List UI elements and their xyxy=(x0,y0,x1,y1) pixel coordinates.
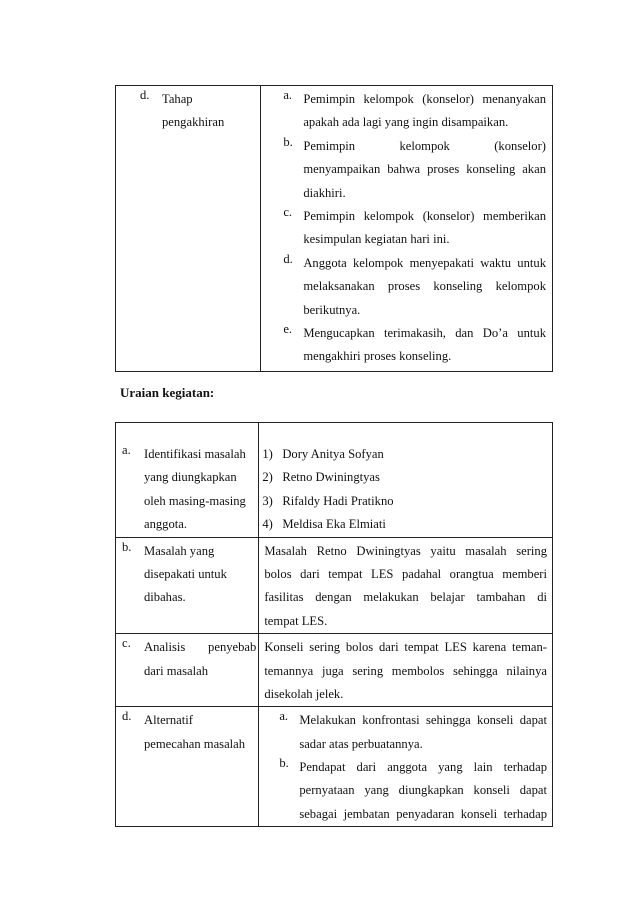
tahap-label-cell xyxy=(116,86,261,372)
item-marker: c. xyxy=(283,204,293,219)
item-line: apakah ada lagi yang ingin disampaikan. xyxy=(303,115,509,130)
item-line: Pendapat dari anggota yang lain terhadap xyxy=(299,760,547,775)
item-marker: e. xyxy=(283,321,293,336)
label-line: Analisis penyebab xyxy=(144,640,257,655)
item-line: pernyataan yang diungkapkan konseli dapat xyxy=(299,783,547,798)
table-row xyxy=(116,707,553,827)
text-line: bolos dari tempat LES padahal orangtua memberi xyxy=(264,566,547,581)
list-item xyxy=(283,252,546,322)
uraian-table xyxy=(115,422,553,827)
alternatif-items-cell xyxy=(259,707,553,827)
item-line: Pemimpin kelompok (konselor) memberikan xyxy=(303,208,546,223)
label-line: oleh masing-masing xyxy=(144,493,246,508)
text-line: tempat LES. xyxy=(264,613,328,628)
item-line: mengakhiri proses konseling. xyxy=(303,349,452,364)
row-marker: b. xyxy=(122,539,132,554)
item-line: sadar atas perbuatannya. xyxy=(299,736,423,751)
text-line: temannya juga sering membolos sehingga nilainya xyxy=(264,663,547,678)
label-line: Identifikasi masalah xyxy=(144,447,246,461)
item-marker: b. xyxy=(279,756,289,771)
item-marker: a. xyxy=(279,709,289,724)
label-line: dibahas. xyxy=(144,590,186,605)
tahap-title-line: Tahap xyxy=(162,92,193,106)
list-item xyxy=(283,135,546,205)
item-line: Mengucapkan terimakasih, dan Do’a untuk xyxy=(303,325,546,340)
member-number: 1) xyxy=(262,447,273,461)
item-line: kesimpulan kegiatan hari ini. xyxy=(303,232,450,247)
table-row xyxy=(116,86,553,372)
row-marker: d. xyxy=(122,709,132,724)
member-number: 2) xyxy=(262,470,273,485)
table-row xyxy=(116,537,553,634)
row-marker: a. xyxy=(122,443,131,457)
item-line: Melakukan konfrontasi sehingga konseli dapat xyxy=(299,713,547,728)
label-line: pemecahan masalah xyxy=(144,736,246,751)
member-number: 3) xyxy=(262,493,273,508)
member-number: 4) xyxy=(262,517,273,532)
text-line: Masalah Retno Dwiningtyas yaitu masalah sering xyxy=(264,543,547,558)
item-line: menyampaikan bahwa proses konseling akan xyxy=(303,162,546,177)
member-name: Dory Anitya Sofyan xyxy=(282,447,384,461)
tahap-title-line: pengakhiran xyxy=(162,115,225,130)
tahap-items-cell xyxy=(261,86,553,372)
item-line: sebagai jembatan penyadaran konseli terhadap xyxy=(299,806,547,821)
label-line: yang diungkapkan xyxy=(144,470,237,485)
member-name: Rifaldy Hadi Pratikno xyxy=(282,493,394,508)
members-cell xyxy=(259,423,553,538)
analisis-label-cell xyxy=(116,634,259,707)
label-line: dari masalah xyxy=(144,663,208,678)
member-name: Meldisa Eka Elmiati xyxy=(282,517,386,532)
member-item xyxy=(262,443,547,466)
section-heading: Uraian kegiatan: xyxy=(120,385,215,400)
text-line: disekolah jelek. xyxy=(264,686,344,701)
item-marker: b. xyxy=(283,134,293,149)
member-name: Retno Dwiningtyas xyxy=(282,470,380,485)
table-row xyxy=(116,634,553,707)
tahap-table xyxy=(115,85,553,372)
item-line xyxy=(303,135,546,158)
item-word: Pemimpin xyxy=(303,138,356,153)
masalah-text-cell xyxy=(259,537,553,634)
label-line: disepakati untuk xyxy=(144,566,227,581)
list-item xyxy=(279,709,547,756)
member-item xyxy=(262,490,547,513)
tahap-marker: d. xyxy=(140,88,150,102)
item-line: Pemimpin kelompok (konselor) menanyakan xyxy=(303,92,546,106)
masalah-label-cell xyxy=(116,537,259,634)
label-line: anggota. xyxy=(144,517,188,532)
item-marker: d. xyxy=(283,251,293,266)
member-item xyxy=(262,513,547,536)
table-row xyxy=(116,423,553,538)
list-item xyxy=(283,88,546,135)
item-line: diakhiri. xyxy=(303,185,346,200)
item-word: kelompok xyxy=(399,138,450,153)
text-line: fasilitas dengan melakukan belajar tambahan di xyxy=(264,590,547,605)
text-line: Konseli sering bolos dari tempat LES karena teman- xyxy=(264,640,547,655)
identifikasi-label-cell xyxy=(116,423,259,538)
member-item xyxy=(262,466,547,489)
item-line: Anggota kelompok menyepakati waktu untuk xyxy=(303,255,546,270)
item-line: berikutnya. xyxy=(303,302,361,317)
list-item xyxy=(283,322,546,369)
row-marker: c. xyxy=(122,636,131,651)
item-marker: a. xyxy=(283,88,293,102)
list-item xyxy=(283,205,546,252)
list-item xyxy=(279,756,547,826)
item-word: (konselor) xyxy=(494,138,546,153)
label-line: Alternatif xyxy=(144,713,193,728)
item-line: melaksanakan proses konseling kelompok xyxy=(303,279,546,294)
label-line: Masalah yang xyxy=(144,543,215,558)
analisis-text-cell xyxy=(259,634,553,707)
alternatif-label-cell xyxy=(116,707,259,827)
